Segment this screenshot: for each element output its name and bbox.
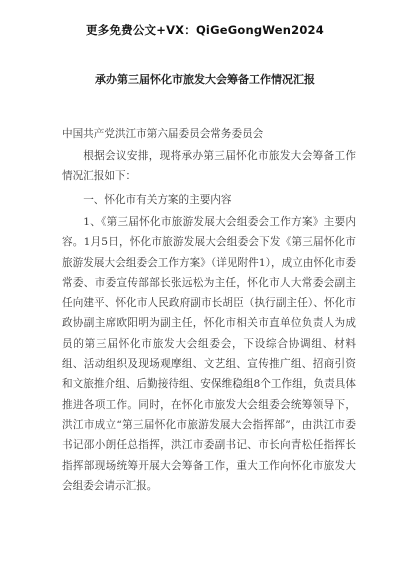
recipient-line: 中国共产党洪江市第六届委员会常务委员会 bbox=[62, 128, 264, 140]
document-title: 承办第三届怀化市旅发大会筹备工作情况汇报 bbox=[95, 73, 315, 86]
watermark-header: 更多免费公文+VX：QiGeGongWen2024 bbox=[86, 23, 324, 37]
body-paragraph: 1、《第三届怀化市旅游发展大会组委会工作方案》主要内容。1月5日，怀化市旅游发展大会组委会下发《第三届怀化市旅游发展大会组委会工作方案》（详见附件1），成立由怀化市委常委、市委宣传部部长张远松为主任，怀化市人大常委会副主任向建平、怀化市人民政府副市长胡臣（执行副主任）、怀化市政协副主席欧阳明为副主任，怀化市相关市直单位负责人为成员的第三届怀化市旅发大会组委会，下设综合协调组、材料组、活动组织及现场观摩组、文艺组、宣传推广组、招商引资和文旅推介组、后勤接待组、安保维稳组8个工作组，负责具体推进各项工作。同时，在怀化市旅发大会组委会统筹领导下，洪江市成立“第三届怀化市旅游发展大会指挥部”，由洪江市委书记邵小朗任总指挥，洪江市委副书记、市长向青松任指挥长指挥部现场统筹开展大会筹备工作，重大工作向怀化市旅发大会组委会请示汇报。 bbox=[62, 216, 356, 492]
section-heading: 一、怀化市有关方案的主要内容 bbox=[83, 194, 232, 206]
intro-paragraph: 根据会议安排，现将承办第三届怀化市旅发大会筹备工作情况汇报如下： bbox=[62, 150, 356, 183]
